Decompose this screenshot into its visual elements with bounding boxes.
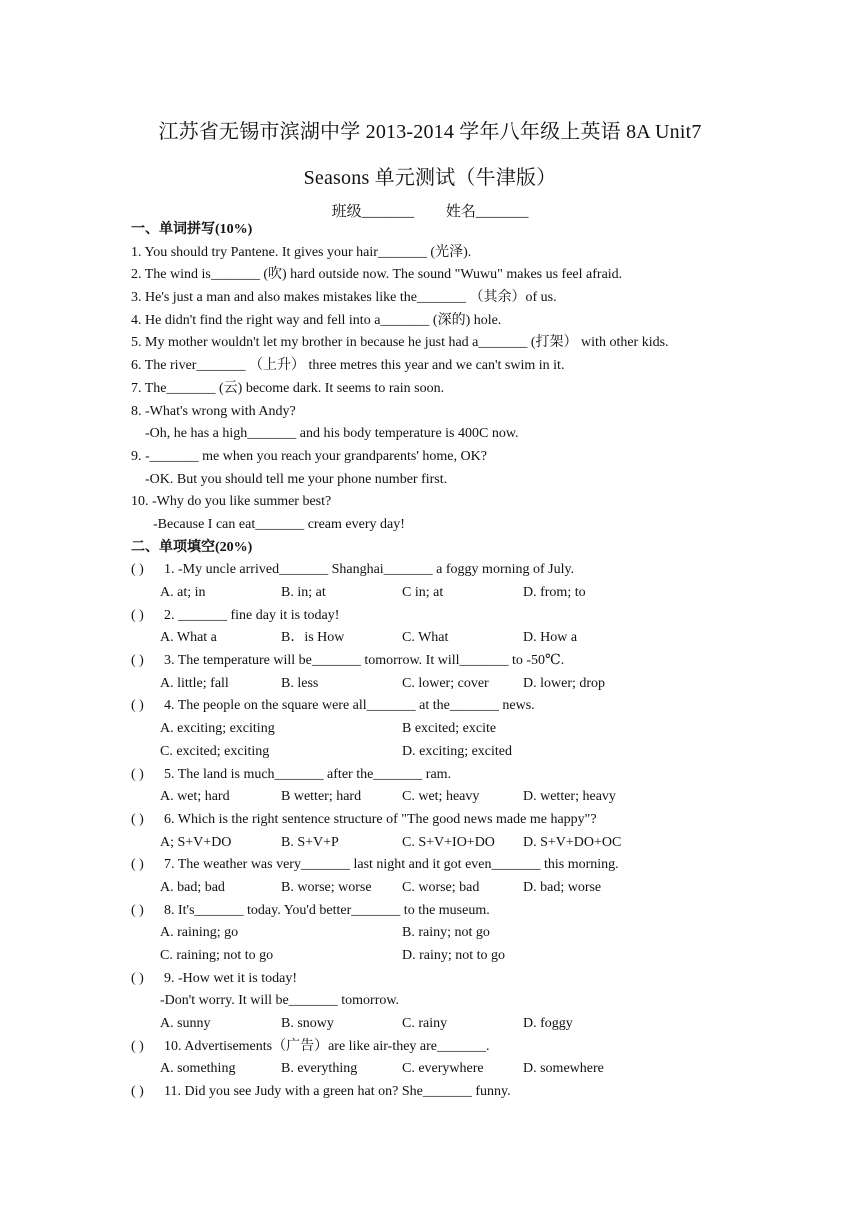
options-row bbox=[131, 1058, 831, 1081]
choice-question bbox=[131, 968, 831, 991]
options-row bbox=[131, 832, 831, 855]
choice-question bbox=[131, 1036, 831, 1059]
option: C. worse; bad bbox=[402, 879, 480, 895]
spelling-item: 4. He didn't find the right way and fell into a_______ (深的) hole. bbox=[131, 312, 502, 328]
option: A. little; fall bbox=[160, 675, 229, 691]
question-text: 2. _______ fine day it is today! bbox=[164, 607, 340, 623]
option: C. What bbox=[402, 630, 449, 646]
answer-blank: ( ) bbox=[131, 766, 144, 782]
choice-question bbox=[131, 1081, 831, 1104]
option: D. S+V+DO+OC bbox=[523, 834, 622, 850]
option: D. bad; worse bbox=[523, 879, 602, 895]
option: B. rainy; not go bbox=[402, 925, 490, 941]
answer-blank: ( ) bbox=[131, 857, 144, 873]
spelling-item-reply: -Because I can eat_______ cream every day! bbox=[153, 516, 405, 532]
option: C. raining; not to go bbox=[160, 948, 274, 963]
question-text: 3. The temperature will be_______ tomorrow. It will_______ to -50℃. bbox=[164, 653, 565, 669]
option: A. at; in bbox=[160, 585, 206, 600]
options-row bbox=[131, 922, 831, 945]
answer-blank: ( ) bbox=[131, 970, 144, 986]
option: D. somewhere bbox=[523, 1061, 604, 1077]
options-row bbox=[131, 673, 831, 696]
option: C. rainy bbox=[402, 1016, 448, 1032]
option: B. everything bbox=[281, 1061, 358, 1077]
option: A. exciting; exciting bbox=[160, 721, 275, 737]
choice-question bbox=[131, 650, 831, 673]
answer-blank: ( ) bbox=[131, 653, 144, 669]
options-row bbox=[131, 718, 831, 741]
answer-blank: ( ) bbox=[131, 1084, 144, 1100]
options-row bbox=[131, 582, 831, 605]
option: C. excited; exciting bbox=[160, 743, 270, 759]
question-text: 4. The people on the square were all_______ at the_______ news. bbox=[164, 698, 535, 714]
option: B. in; at bbox=[281, 585, 326, 600]
choice-question bbox=[131, 809, 831, 832]
option: C. wet; heavy bbox=[402, 789, 480, 805]
option: C. everywhere bbox=[402, 1061, 484, 1077]
spelling-item: 5. My mother wouldn't let my brother in because he just had a_______ (打架） with other kids. bbox=[131, 335, 669, 351]
option: A. sunny bbox=[160, 1016, 211, 1032]
option: B. worse; worse bbox=[281, 879, 372, 895]
student-info-line bbox=[0, 200, 860, 221]
question-text: 9. -How wet it is today! bbox=[164, 970, 297, 986]
choice-question bbox=[131, 605, 831, 628]
option: A. raining; go bbox=[160, 925, 239, 941]
section-heading-choice: 二、单项填空(20%) bbox=[131, 539, 253, 555]
exam-content bbox=[131, 219, 831, 1104]
spelling-item: 2. The wind is_______ (吹) hard outside now. The sound "Wuwu" makes us feel afraid. bbox=[131, 267, 623, 283]
options-row bbox=[131, 945, 831, 968]
option: A. What a bbox=[160, 630, 217, 646]
option: A. wet; hard bbox=[160, 789, 230, 805]
question-text: 8. It's_______ today. You'd better_______ to the museum. bbox=[164, 902, 490, 918]
options-row bbox=[131, 741, 831, 764]
section-heading-spelling: 一、单词拼写(10%) bbox=[131, 222, 253, 237]
option: B. less bbox=[281, 675, 319, 691]
question-reply: -Don't worry. It will be_______ tomorrow. bbox=[160, 993, 400, 1009]
answer-blank: ( ) bbox=[131, 562, 144, 578]
spelling-item: 6. The river_______ （上升） three metres this year and we can't swim in it. bbox=[131, 358, 565, 374]
option: B wetter; hard bbox=[281, 789, 362, 805]
option: B excited; excite bbox=[402, 721, 497, 737]
answer-blank: ( ) bbox=[131, 811, 144, 827]
choice-question bbox=[131, 854, 831, 877]
option: C. lower; cover bbox=[402, 675, 489, 691]
option: D. exciting; excited bbox=[402, 743, 513, 759]
choice-question bbox=[131, 900, 831, 923]
choice-question bbox=[131, 764, 831, 787]
question-text: 7. The weather was very_______ last night and it got even_______ this morning. bbox=[164, 857, 619, 873]
options-row bbox=[131, 877, 831, 900]
page-subtitle: Seasons 单元测试（牛津版） bbox=[303, 167, 557, 189]
option: A; S+V+DO bbox=[160, 834, 232, 850]
spelling-item-reply: -OK. But you should tell me your phone number first. bbox=[145, 471, 448, 487]
question-text: 1. -My uncle arrived_______ Shanghai_______ a foggy morning of July. bbox=[164, 562, 575, 578]
spelling-item-reply: -Oh, he has a high_______ and his body temperature is 400C now. bbox=[145, 426, 519, 442]
question-text: 5. The land is much_______ after the_______ ram. bbox=[164, 766, 452, 782]
answer-blank: ( ) bbox=[131, 607, 144, 623]
option: B. S+V+P bbox=[281, 834, 339, 850]
option: C. S+V+IO+DO bbox=[402, 834, 495, 850]
class-field: 班级_______ bbox=[331, 204, 415, 220]
options-row bbox=[131, 1013, 831, 1036]
spelling-item: 8. -What's wrong with Andy? bbox=[131, 403, 296, 419]
spelling-item: 9. -_______ me when you reach your grandparents' home, OK? bbox=[131, 448, 487, 464]
options-row bbox=[131, 627, 831, 650]
option: D. from; to bbox=[523, 585, 586, 600]
option: A. bad; bad bbox=[160, 879, 225, 895]
options-row bbox=[131, 786, 831, 809]
answer-blank: ( ) bbox=[131, 1038, 144, 1054]
option: B. snowy bbox=[281, 1016, 334, 1032]
option: D. How a bbox=[523, 630, 578, 646]
question-text: 10. Advertisements（广告）are like air-they are_______. bbox=[164, 1038, 490, 1054]
choice-question bbox=[131, 559, 831, 582]
page-title: 江苏省无锡市滨湖中学 2013-2014 学年八年级上英语 8A Unit7 bbox=[158, 121, 702, 143]
question-text: 6. Which is the right sentence structure of "The good news made me happy"? bbox=[164, 811, 597, 827]
name-field: 姓名_______ bbox=[445, 204, 529, 220]
answer-blank: ( ) bbox=[131, 902, 144, 918]
choice-question bbox=[131, 695, 831, 718]
option: D. rainy; not to go bbox=[402, 948, 506, 963]
question-text: 11. Did you see Judy with a green hat on? She_______ funny. bbox=[164, 1084, 511, 1100]
option: D. wetter; heavy bbox=[523, 789, 616, 805]
spelling-item: 1. You should try Pantene. It gives your hair_______ (光泽). bbox=[131, 244, 472, 260]
spelling-item: 10. -Why do you like summer best? bbox=[131, 494, 332, 510]
option: C in; at bbox=[402, 585, 444, 600]
answer-blank: ( ) bbox=[131, 698, 144, 714]
option: B．is How bbox=[281, 630, 345, 646]
option: D. lower; drop bbox=[523, 675, 606, 691]
option: A. something bbox=[160, 1061, 236, 1077]
spelling-item: 3. He's just a man and also makes mistakes like the_______ （其余）of us. bbox=[131, 290, 557, 306]
option: D. foggy bbox=[523, 1016, 573, 1032]
spelling-item: 7. The_______ (云) become dark. It seems to rain soon. bbox=[131, 380, 445, 396]
